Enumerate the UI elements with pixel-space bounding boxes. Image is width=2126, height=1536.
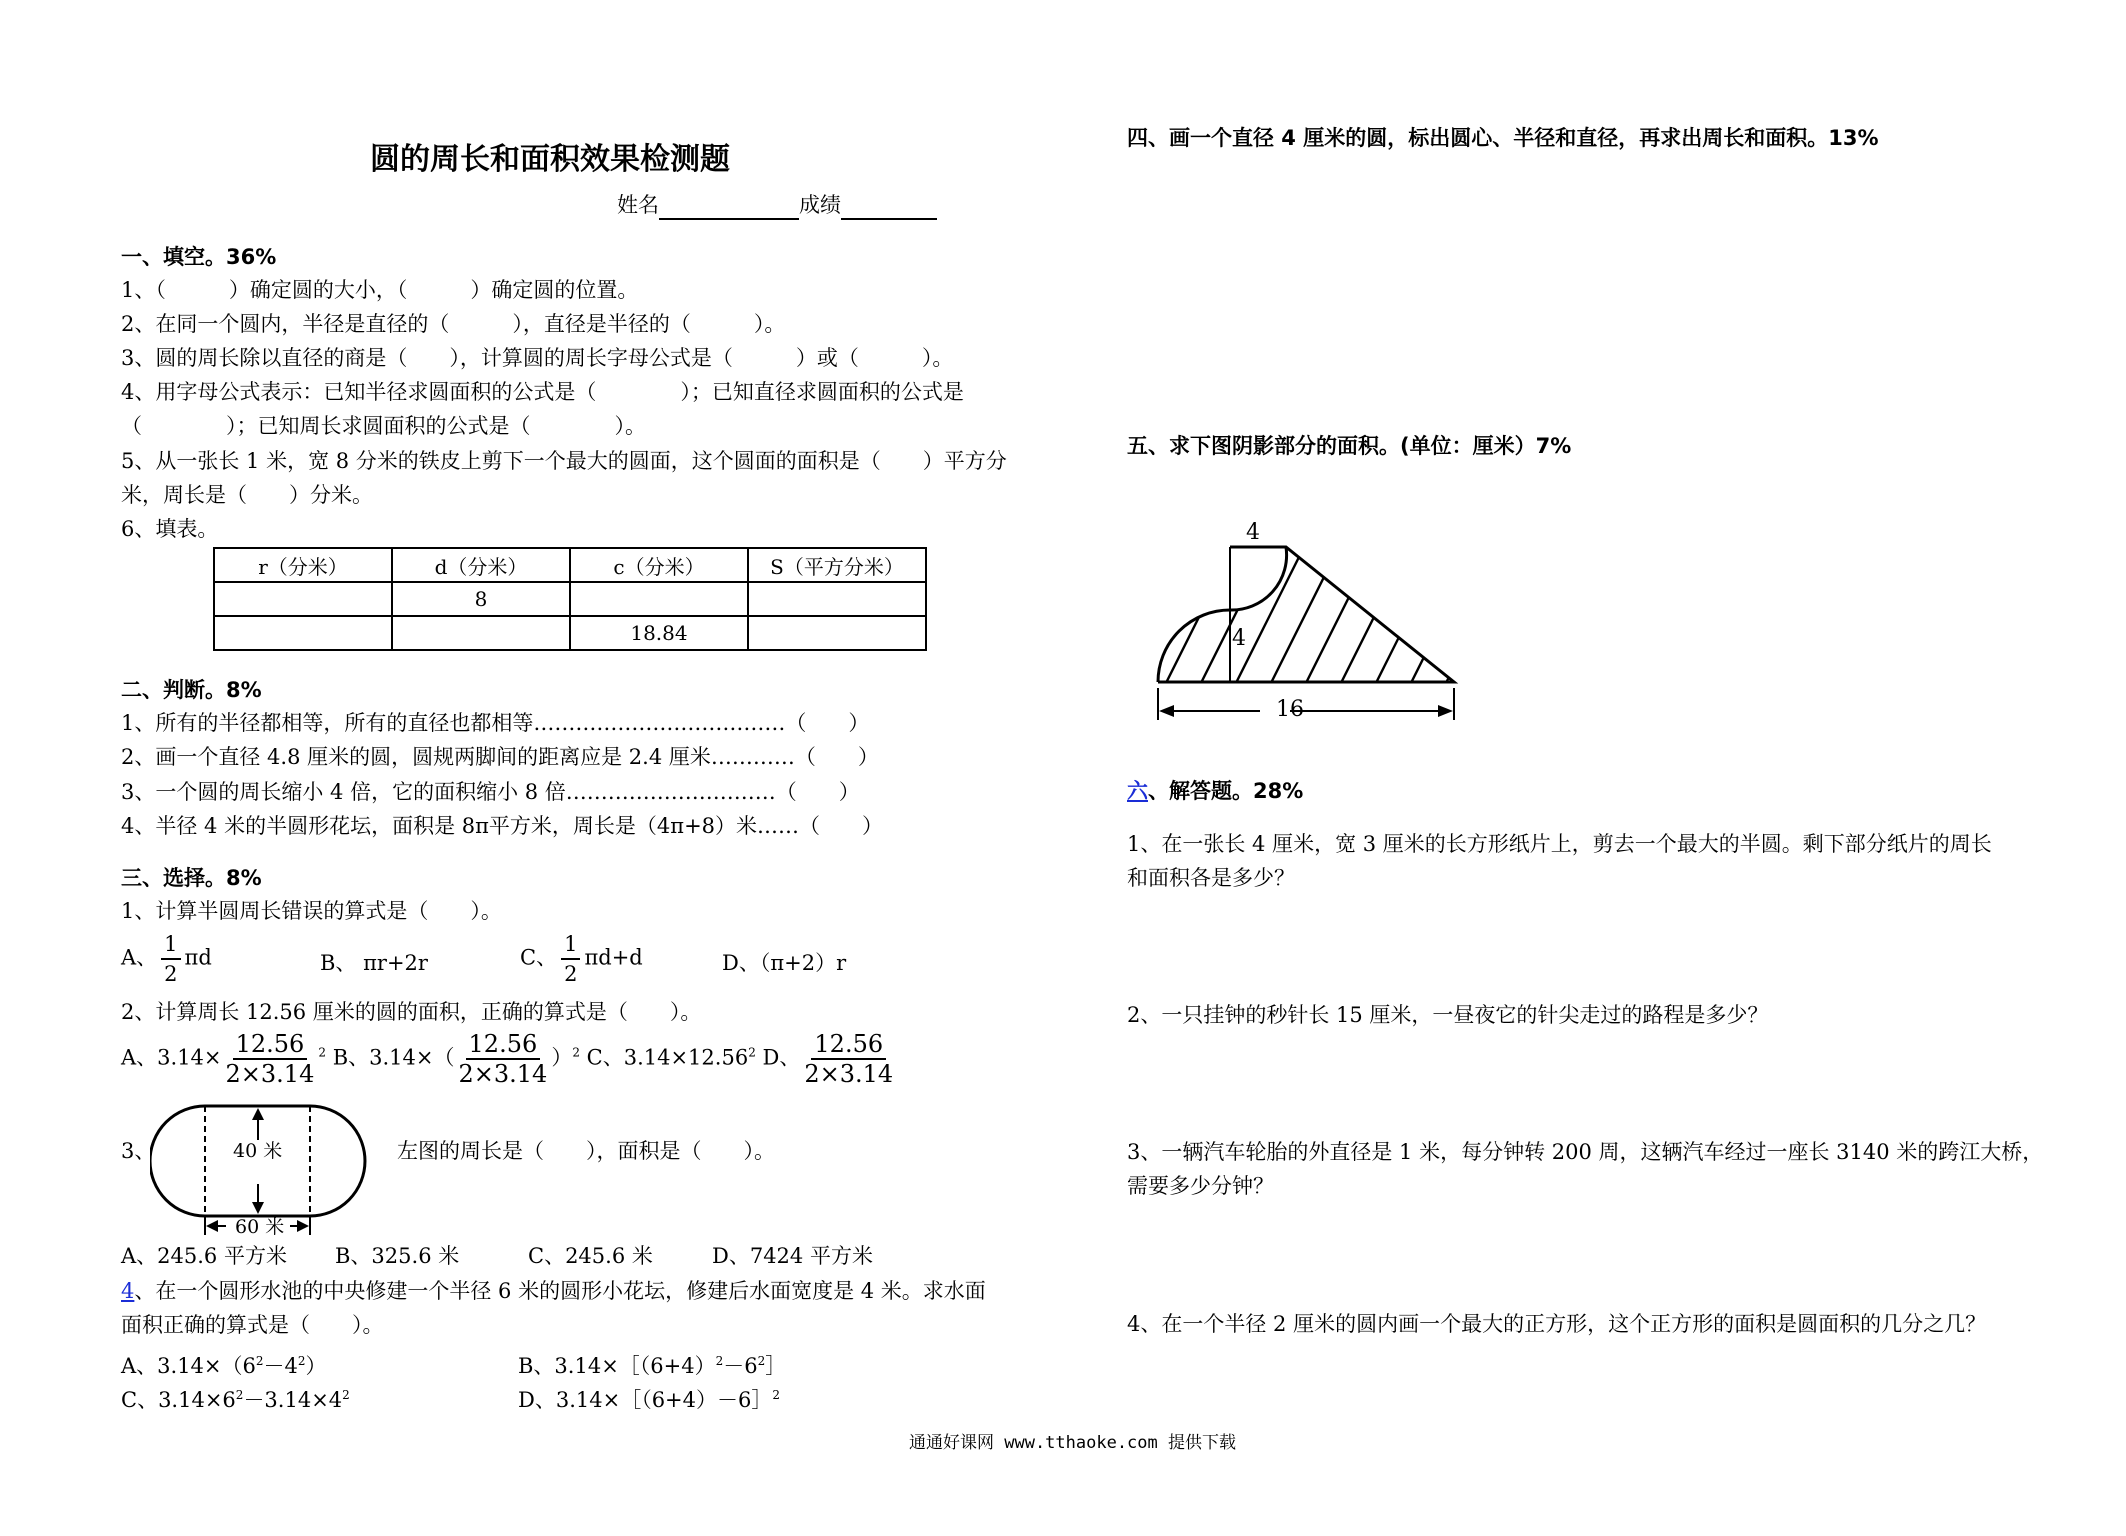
option-text: ］ <box>765 1354 787 1378</box>
exponent: 2 <box>318 1045 326 1060</box>
s3-q1: 1、计算半圆周长错误的算式是（ ）。 <box>121 899 502 923</box>
table-cell[interactable] <box>748 582 926 616</box>
s2-q1: 1、所有的半径都相等，所有的直径也都相等………………………………（ ） <box>121 711 870 735</box>
fraction <box>161 930 180 988</box>
option-text: ） <box>305 1354 327 1378</box>
s6-q1b: 和面积各是多少？ <box>1127 866 1295 890</box>
table-row <box>214 616 926 650</box>
section-2-heading: 二、判断。8% <box>121 678 262 702</box>
fraction-denominator: 2×3.14 <box>804 1060 894 1088</box>
option-c-label: C、3.14×12.56 <box>586 1045 749 1070</box>
fraction-denominator: 2 <box>564 962 578 986</box>
s3-q1-option-c <box>520 930 643 988</box>
s3-q1-options <box>121 930 212 988</box>
s1-q5b: 米，周长是（ ）分米。 <box>121 483 373 507</box>
s3-q3-option-a: A、245.6 平方米 <box>121 1244 287 1268</box>
exponent: 2 <box>572 1045 580 1060</box>
arrowhead-left <box>1159 705 1174 717</box>
s3-q2: 2、计算周长 12.56 厘米的圆的面积，正确的算式是（ ）。 <box>121 1000 702 1024</box>
arrowhead-up <box>252 1108 264 1120</box>
s3-q4-link[interactable]: 4 <box>121 1279 135 1303</box>
s3-q3-option-d: D、7424 平方米 <box>712 1244 873 1268</box>
option-text: C、3.14×6 <box>121 1388 236 1412</box>
stadium-width-label: 60 米 <box>235 1216 285 1238</box>
option-a-label: A、 <box>121 945 158 970</box>
s3-q4a: 、在一个圆形水池的中央修建一个半径 6 米的圆形小花坛，修建后水面宽度是 4 米。求水面 <box>134 1279 986 1303</box>
exponent: 2 <box>255 1354 264 1368</box>
exponent: 2 <box>757 1354 766 1368</box>
option-a-text: πd <box>184 945 212 970</box>
exponent: 2 <box>297 1354 306 1368</box>
table-header: c（分米） <box>570 548 748 582</box>
table-cell[interactable] <box>214 582 392 616</box>
s6-q3b: 需要多少分钟？ <box>1127 1174 1274 1198</box>
option-text: －4 <box>263 1354 298 1378</box>
s3-q4-option-a <box>121 1346 327 1381</box>
fraction-numerator: 1 <box>561 930 580 960</box>
name-blank[interactable] <box>659 194 799 220</box>
exponent: 2 <box>715 1354 724 1368</box>
score-label: 成绩 <box>799 193 841 217</box>
stadium-height-label: 40 米 <box>233 1140 283 1162</box>
s2-q3: 3、一个圆的周长缩小 4 倍，它的面积缩小 8 倍…………………………（ ） <box>121 780 860 804</box>
table-cell: 8 <box>392 582 570 616</box>
exponent: 2 <box>772 1388 781 1402</box>
page-footer: 通通好课网 www.tthaoke.com 提供下载 <box>909 1433 1236 1453</box>
table-cell: 18.84 <box>570 616 748 650</box>
s1-q4a: 4、用字母公式表示：已知半径求圆面积的公式是（ ）；已知直径求圆面积的公式是 <box>121 380 964 404</box>
s1-q4b: （ ）；已知周长求圆面积的公式是（ ）。 <box>121 414 646 438</box>
option-b: B、 πr+2r <box>320 951 428 975</box>
section-5-heading: 五、求下图阴影部分的面积。(单位：厘米）7% <box>1127 434 1572 458</box>
option-text: B、3.14×［（6+4） <box>518 1354 716 1378</box>
shaded-area-figure <box>1150 515 1470 725</box>
s1-q6: 6、填表。 <box>121 517 219 541</box>
table-cell[interactable] <box>570 582 748 616</box>
s2-q2: 2、画一个直径 4.8 厘米的圆，圆规两脚间的距离应是 2.4 厘米…………（ ） <box>121 745 879 769</box>
s1-q3: 3、圆的周长除以直径的商是（ ），计算圆的周长字母公式是（ ）或（ ）。 <box>121 346 954 370</box>
table-header: S（平方分米） <box>748 548 926 582</box>
option-b-label: B、3.14×（ <box>332 1045 455 1070</box>
fig-top-label: 4 <box>1246 520 1260 545</box>
fraction-denominator: 2×3.14 <box>458 1060 548 1088</box>
fraction <box>561 930 580 988</box>
fill-table <box>213 547 927 651</box>
table-cell[interactable] <box>214 616 392 650</box>
s2-q4: 4、半径 4 米的半圆形花坛，面积是 8π平方米，周长是（4π+8）米……（ ） <box>121 814 884 838</box>
section-1-heading: 一、填空。36% <box>121 245 277 269</box>
fraction-numerator: 1 <box>161 930 180 960</box>
option-text: －3.14×4 <box>243 1388 343 1412</box>
arrowhead-right <box>1438 705 1453 717</box>
s3-q4-option-b <box>518 1346 786 1381</box>
fraction-numerator: 12.56 <box>466 1030 541 1060</box>
score-blank[interactable] <box>841 194 937 220</box>
table-cell[interactable] <box>748 616 926 650</box>
table-header-row <box>214 548 926 582</box>
fig-bottom-label: 16 <box>1276 697 1304 722</box>
option-d: D、（π+2）r <box>722 951 847 975</box>
option-c-text: πd+d <box>584 945 643 970</box>
option-b-close: ） <box>551 1045 573 1070</box>
exponent: 2 <box>235 1388 244 1402</box>
option-text: －6 <box>723 1354 758 1378</box>
section-4-heading: 四、画一个直径 4 厘米的圆，标出圆心、半径和直径，再求出周长和面积。13% <box>1127 126 1879 150</box>
s3-q3-text: 左图的周长是（ ），面积是（ ）。 <box>397 1139 775 1163</box>
section-6-heading <box>1127 776 1303 806</box>
name-label: 姓名 <box>617 193 659 217</box>
s1-q5a: 5、从一张长 1 米，宽 8 分米的铁皮上剪下一个最大的圆面，这个圆面的面积是（ ）平方分 <box>121 449 1007 473</box>
table-header: r（分米） <box>214 548 392 582</box>
page-title: 圆的周长和面积效果检测题 <box>370 142 730 177</box>
s3-q2-options <box>121 1030 897 1088</box>
s1-q2: 2、在同一个圆内，半径是直径的（ ），直径是半径的（ ）。 <box>121 312 786 336</box>
fraction-numerator: 12.56 <box>811 1030 886 1060</box>
option-c-label: C、 <box>520 945 558 970</box>
fraction <box>458 1030 547 1088</box>
s3-q3-option-b: B、325.6 米 <box>335 1244 460 1268</box>
fraction <box>804 1030 893 1088</box>
table-cell[interactable] <box>392 616 570 650</box>
s3-q4a-line <box>121 1276 986 1306</box>
s6-q3a: 3、一辆汽车轮胎的外直径是 1 米，每分钟转 200 周，这辆汽车经过一座长 3140 米的跨江大桥， <box>1127 1140 2044 1164</box>
arrowhead-right <box>297 1220 309 1232</box>
section-6-link[interactable]: 六 <box>1127 779 1148 803</box>
exponent: 2 <box>748 1045 756 1060</box>
s1-q1: 1、（ ）确定圆的大小，（ ）确定圆的位置。 <box>121 278 639 302</box>
fraction-numerator: 12.56 <box>233 1030 308 1060</box>
s3-q3-option-c: C、245.6 米 <box>528 1244 653 1268</box>
s3-q4-option-d <box>518 1380 780 1415</box>
section-6-heading-text: 、解答题。28% <box>1148 779 1304 803</box>
s3-q4-option-c <box>121 1380 350 1415</box>
table-header: d（分米） <box>392 548 570 582</box>
s3-q4b: 面积正确的算式是（ ）。 <box>121 1313 384 1337</box>
exponent: 2 <box>342 1388 350 1402</box>
s6-q2: 2、一只挂钟的秒针长 15 厘米，一昼夜它的针尖走过的路程是多少？ <box>1127 1003 1769 1027</box>
option-d-label: D、 <box>762 1045 801 1070</box>
s6-q4: 4、在一个半径 2 厘米的圆内画一个最大的正方形，这个正方形的面积是圆面积的几分之几？ <box>1127 1312 1987 1336</box>
section-3-heading: 三、选择。8% <box>121 866 262 890</box>
hatching <box>1150 525 1470 725</box>
s3-q3-number: 3、 <box>121 1139 156 1163</box>
s6-q1a: 1、在一张长 4 厘米，宽 3 厘米的长方形纸片上，剪去一个最大的半圆。剩下部分纸片的周长 <box>1127 832 1992 856</box>
fraction-denominator: 2×3.14 <box>225 1060 315 1088</box>
table-row <box>214 582 926 616</box>
option-text: D、3.14×［（6+4）－6］ <box>518 1388 773 1412</box>
option-a-label: A、3.14× <box>121 1045 222 1070</box>
fraction-denominator: 2 <box>164 962 178 986</box>
name-score-line <box>617 190 937 220</box>
fraction <box>226 1030 315 1088</box>
option-text: A、3.14×（6 <box>121 1354 256 1378</box>
arrowhead-left <box>206 1220 218 1232</box>
fig-side-label: 4 <box>1232 626 1246 651</box>
